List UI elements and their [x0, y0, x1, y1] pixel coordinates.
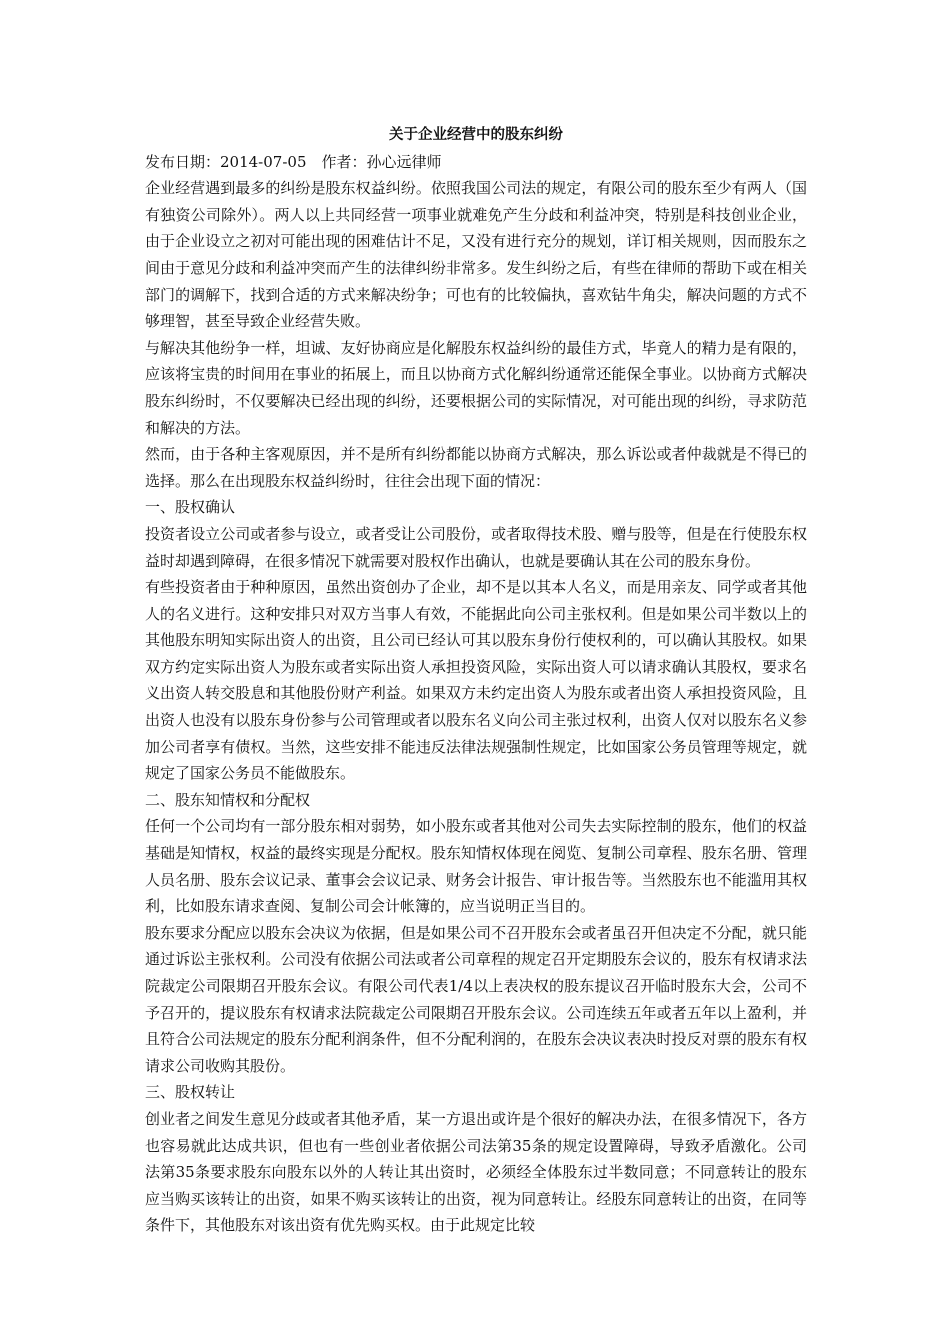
paragraph: 有些投资者由于种种原因，虽然出资创办了企业，却不是以其本人名义，而是用亲友、同学或者其他人的名义进行。这种安排只对双方当事人有效，不能据此向公司主张权利。但是如果公司半数以上的其他股东明知实际出资人的出资，且公司已经认可其以股东身份行使权利的，可以确认其股权。如果双方约定实际出资人为股东或者实际出资人承担投资风险，实际出资人可以请求确认其股权，要求名义出资人转交股息和其他股份财产利益。如果双方未约定出资人为股东或者出资人承担投资风险，且出资人也没有以股东身份参与公司管理或者以股东名义向公司主张过权利，出资人仅对以股东名义参加公司者享有债权。当然，这些安排不能违反法律法规强制性规定，比如国家公务员管理等规定，就规定了国家公务员不能做股东。 — [145, 578, 807, 783]
paragraph: 然而，由于各种主客观原因，并不是所有纠纷都能以协商方式解决，那么诉讼或者仲裁就是不得已的选择。那么在出现股东权益纠纷时，往往会出现下面的情况： — [145, 445, 807, 490]
document-title: 关于企业经营中的股东纠纷 — [389, 127, 563, 143]
section-heading: 二、股东知情权和分配权 — [145, 790, 311, 809]
document-blocks — [145, 175, 807, 1239]
section-heading: 一、股权确认 — [145, 498, 236, 517]
paragraph: 任何一个公司均有一部分股东相对弱势，如小股东或者其他对公司失去实际控制的股东，他们的权益基础是知情权，权益的最终实现是分配权。股东知情权体现在阅览、复制公司章程、股东名册、管理人员名册、股东会议记录、董事会会议记录、财务会计报告、审计报告等。当然股东也不能滥用其权利，比如股东请求查阅、复制公司会计帐簿的，应当说明正当目的。 — [145, 817, 807, 916]
paragraph: 股东要求分配应以股东会决议为依据，但是如果公司不召开股东会或者虽召开但决定不分配，就只能通过诉讼主张权利。公司没有依据公司法或者公司章程的规定召开定期股东会议的，股东有权请求法院裁定公司限期召开股东会议。有限公司代表1/4以上表决权的股东提议召开临时股东大会，公司不予召开的，提议股东有权请求法院裁定公司限期召开股东会议。公司连续五年或者五年以上盈利，并且符合公司法规定的股东分配利润条件，但不分配利润的，在股东会决议表决时投反对票的股东有权请求公司收购其股份。 — [145, 923, 807, 1075]
paragraph: 投资者设立公司或者参与设立，或者受让公司股份，或者取得技术股、赠与股等，但是在行使股东权益时却遇到障碍，在很多情况下就需要对股权作出确认，也就是要确认其在公司的股东身份。 — [145, 524, 807, 570]
document-body — [145, 122, 807, 1239]
paragraph: 企业经营遇到最多的纠纷是股东权益纠纷。依照我国公司法的规定，有限公司的股东至少有两人（国有独资公司除外）。两人以上共同经营一项事业就难免产生分歧和利益冲突，特别是科技创业企业，由于企业设立之初对可能出现的困难估计不足，又没有进行充分的规划，详订相关规则，因而股东之间由于意见分歧和利益冲突而产生的法律纠纷非常多。发生纠纷之后，有些在律师的帮助下或在相关部门的调解下，找到合适的方式来解决纷争；可也有的比较偏执，喜欢钻牛角尖，解决问题的方式不够理智，甚至导致企业经营失败。 — [145, 179, 807, 331]
section-heading: 三、股权转让 — [145, 1083, 236, 1102]
document-meta: 发布日期：2014-07-05 作者：孙心远律师 — [145, 152, 442, 171]
paragraph: 与解决其他纷争一样，坦诚、友好协商应是化解股东权益纠纷的最佳方式，毕竟人的精力是有限的，应该将宝贵的时间用在事业的拓展上，而且以协商方式化解纠纷通常还能保全事业。以协商方式解决股东纠纷时，不仅要解决已经出现的纠纷，还要根据公司的实际情况，对可能出现的纠纷，寻求防范和解决的方法。 — [145, 338, 807, 437]
paragraph: 创业者之间发生意见分歧或者其他矛盾，某一方退出或许是个很好的解决办法，在很多情况下，各方也容易就此达成共识，但也有一些创业者依据公司法第35条的规定设置障碍，导致矛盾激化。公司法第35条要求股东向股东以外的人转让其出资时，必须经全体股东过半数同意；不同意转让的股东应当购买该转让的出资，如果不购买该转让的出资，视为同意转让。经股东同意转让的出资，在同等条件下，其他股东对该出资有优先购买权。由于此规定比较 — [145, 1109, 807, 1235]
